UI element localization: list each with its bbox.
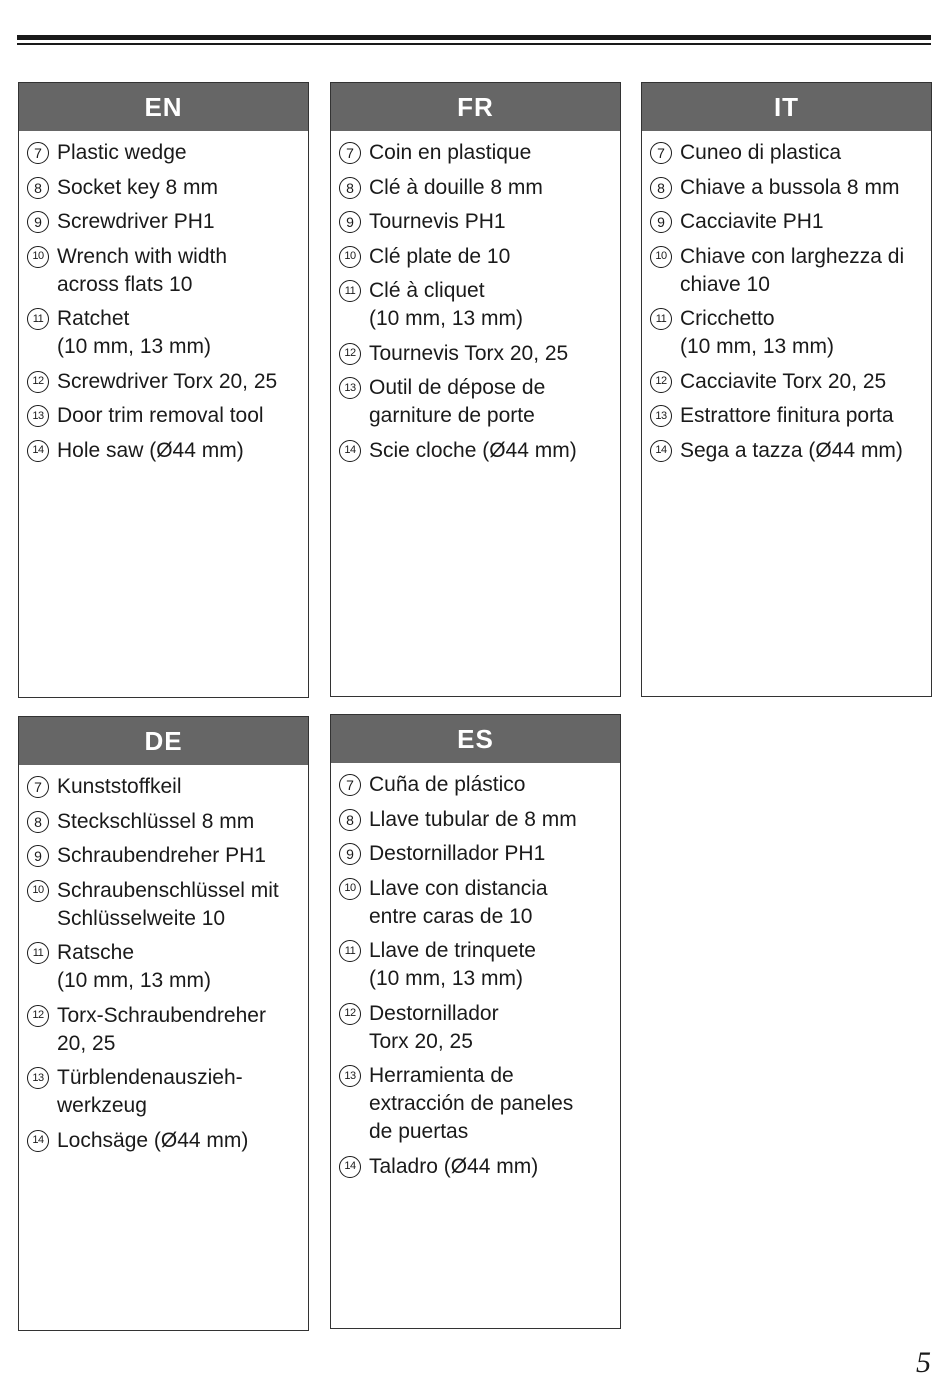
list-item	[339, 340, 612, 368]
item-text: Wrench with width across flats 10	[57, 244, 228, 296]
list-item	[27, 877, 300, 933]
item-number-badge: 14	[650, 440, 672, 462]
item-number-badge: 12	[339, 343, 361, 365]
item-number-badge: 11	[339, 280, 361, 302]
list-item	[650, 174, 923, 202]
list-item	[339, 1062, 612, 1146]
item-list	[19, 765, 308, 1155]
list-item	[650, 305, 923, 361]
item-text: Coin en plastique	[369, 141, 532, 164]
item-number-badge: 10	[650, 246, 672, 268]
list-item	[339, 1000, 612, 1056]
list-item	[27, 1127, 300, 1155]
list-item	[27, 773, 300, 801]
item-number-badge: 8	[27, 177, 49, 199]
list-item	[27, 1002, 300, 1058]
list-item	[27, 939, 300, 995]
list-item	[339, 1153, 612, 1181]
item-number-badge: 9	[27, 845, 49, 867]
item-number-badge: 9	[339, 843, 361, 865]
item-text: Sega a tazza (Ø44 mm)	[680, 438, 903, 462]
list-item	[27, 368, 300, 396]
item-number-badge: 7	[27, 776, 49, 798]
section-heading: EN	[19, 83, 308, 131]
item-text: Cricchetto (10 mm, 13 mm)	[680, 307, 835, 358]
item-number-badge: 13	[339, 1065, 361, 1087]
item-number-badge: 8	[27, 811, 49, 833]
list-item	[27, 174, 300, 202]
list-item	[650, 139, 923, 167]
list-item	[339, 437, 612, 465]
item-number-badge: 11	[27, 942, 49, 964]
item-text: Scie cloche (Ø44 mm)	[369, 438, 577, 462]
item-number-badge: 11	[339, 940, 361, 962]
list-item	[650, 402, 923, 430]
item-number-badge: 13	[27, 405, 49, 427]
list-item	[339, 840, 612, 868]
section-heading: ES	[331, 715, 620, 763]
list-item	[339, 806, 612, 834]
item-text: Tournevis Torx 20, 25	[369, 341, 569, 365]
item-number-badge: 9	[27, 211, 49, 233]
item-list	[19, 131, 308, 465]
item-text: Destornillador Torx 20, 25	[369, 1001, 499, 1053]
item-number-badge: 12	[27, 1005, 49, 1027]
item-text: Ratsche (10 mm, 13 mm)	[57, 941, 212, 992]
list-item	[339, 374, 612, 430]
item-number-badge: 9	[339, 211, 361, 233]
section-heading: IT	[642, 83, 931, 131]
item-text: Estrattore finitura porta	[680, 404, 894, 427]
list-item	[27, 437, 300, 465]
item-number-badge: 8	[650, 177, 672, 199]
section-heading: DE	[19, 717, 308, 765]
item-text: Socket key 8 mm	[57, 175, 219, 199]
item-text: Llave tubular de 8 mm	[369, 807, 577, 831]
item-number-badge: 12	[339, 1003, 361, 1025]
item-text: Schraubendreher PH1	[57, 844, 266, 867]
list-item	[339, 771, 612, 799]
item-text: Cuneo di plastica	[680, 141, 842, 164]
item-text: Door trim removal tool	[57, 404, 264, 427]
item-number-badge: 7	[339, 142, 361, 164]
item-text: Taladro (Ø44 mm)	[369, 1154, 539, 1178]
item-text: Screwdriver Torx 20, 25	[57, 369, 278, 393]
item-text: Hole saw (Ø44 mm)	[57, 438, 244, 462]
item-number-badge: 10	[339, 246, 361, 268]
list-item	[27, 243, 300, 299]
item-text: Herramienta de extracción de paneles de puertas	[369, 1064, 574, 1143]
list-item	[339, 937, 612, 993]
item-text: Clé à douille 8 mm	[369, 175, 543, 199]
item-text: Llave de trinquete (10 mm, 13 mm)	[369, 939, 536, 990]
item-number-badge: 14	[27, 1130, 49, 1152]
item-number-badge: 8	[339, 809, 361, 831]
item-number-badge: 14	[27, 440, 49, 462]
list-item	[27, 808, 300, 836]
item-text: Clé à cliquet (10 mm, 13 mm)	[369, 279, 524, 330]
item-number-badge: 12	[27, 371, 49, 393]
list-item	[27, 1064, 300, 1120]
list-item	[27, 402, 300, 430]
list-item	[650, 208, 923, 236]
item-text: Schraubenschlüssel mit Schlüsselweite 10	[57, 878, 279, 930]
item-number-badge: 10	[27, 880, 49, 902]
item-text: Tournevis PH1	[369, 210, 506, 233]
item-number-badge: 8	[339, 177, 361, 199]
list-item	[339, 174, 612, 202]
list-item	[339, 875, 612, 931]
list-item	[27, 305, 300, 361]
item-number-badge: 11	[650, 308, 672, 330]
item-text: Türblendenauszieh- werkzeug	[57, 1066, 243, 1117]
section-de	[18, 716, 309, 1331]
item-text: Clé plate de 10	[369, 244, 511, 268]
item-text: Steckschlüssel 8 mm	[57, 809, 255, 833]
item-text: Llave con distancia entre caras de 10	[369, 876, 548, 928]
section-it	[641, 82, 932, 697]
item-text: Lochsäge (Ø44 mm)	[57, 1128, 249, 1152]
header-rule-thin	[17, 43, 931, 45]
item-number-badge: 7	[339, 774, 361, 796]
item-text: Destornillador PH1	[369, 842, 546, 865]
list-item	[27, 139, 300, 167]
page-number: 5	[916, 1346, 931, 1379]
item-number-badge: 11	[27, 308, 49, 330]
item-text: Kunststoffkeil	[57, 775, 182, 798]
item-text: Cuña de plástico	[369, 773, 526, 796]
item-text: Chiave con larghezza di chiave 10	[680, 244, 905, 296]
list-item	[339, 277, 612, 333]
item-number-badge: 13	[339, 377, 361, 399]
list-item	[650, 243, 923, 299]
section-heading: FR	[331, 83, 620, 131]
list-item	[27, 842, 300, 870]
item-list	[331, 131, 620, 465]
item-text: Cacciavite Torx 20, 25	[680, 369, 887, 393]
item-number-badge: 13	[650, 405, 672, 427]
item-text: Chiave a bussola 8 mm	[680, 175, 900, 199]
list-item	[27, 208, 300, 236]
header-rule-thick	[17, 35, 931, 40]
item-number-badge: 10	[339, 878, 361, 900]
list-item	[650, 368, 923, 396]
section-es	[330, 714, 621, 1329]
item-list	[642, 131, 931, 465]
item-text: Ratchet (10 mm, 13 mm)	[57, 307, 212, 358]
item-number-badge: 9	[650, 211, 672, 233]
section-fr	[330, 82, 621, 697]
item-number-badge: 10	[27, 246, 49, 268]
item-text: Plastic wedge	[57, 141, 187, 164]
item-list	[331, 763, 620, 1181]
item-text: Outil de dépose de garniture de porte	[369, 376, 546, 427]
item-text: Screwdriver PH1	[57, 210, 215, 233]
item-number-badge: 14	[339, 1156, 361, 1178]
list-item	[339, 208, 612, 236]
item-number-badge: 7	[27, 142, 49, 164]
list-item	[339, 139, 612, 167]
section-en	[18, 82, 309, 698]
item-number-badge: 12	[650, 371, 672, 393]
list-item	[339, 243, 612, 271]
list-item	[650, 437, 923, 465]
item-text: Torx-Schraubendreher 20, 25	[57, 1003, 266, 1055]
item-number-badge: 14	[339, 440, 361, 462]
item-text: Cacciavite PH1	[680, 210, 824, 233]
item-number-badge: 7	[650, 142, 672, 164]
item-number-badge: 13	[27, 1067, 49, 1089]
